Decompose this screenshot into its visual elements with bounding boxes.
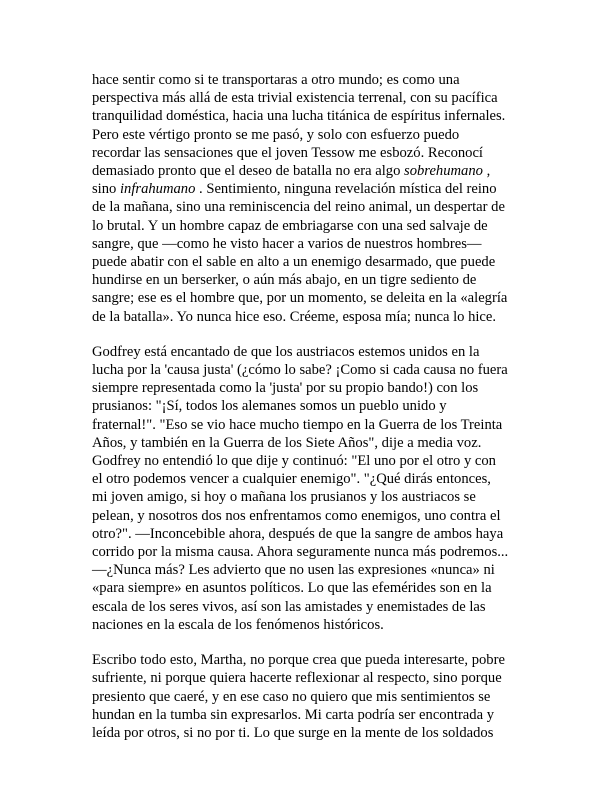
paragraph-2: [92, 343, 532, 634]
text-line: [92, 669, 532, 687]
text-segment: perspectiva más allá de esta trivial existencia terrenal, con su pacífica: [92, 90, 498, 107]
text-segment: recordar las sensaciones que el joven Tessow me esbozó. Reconocí: [92, 144, 483, 161]
text-line: [92, 180, 532, 198]
text-segment: hace sentir como si te transportaras a otro mundo; es como una: [92, 72, 460, 88]
paragraph-3: [92, 651, 532, 742]
text-segment: . Sentimiento, ninguna revelación mística del reino: [195, 181, 497, 198]
text-segment: fraternal!". "Eso se vio hace mucho tiempo en la Guerra de los Treinta: [92, 416, 503, 433]
text-segment: tranquilidad doméstica, hacia una lucha titánica de espíritus infernales.: [92, 108, 506, 125]
text-line: [92, 361, 532, 379]
text-line: [92, 271, 532, 289]
text-segment: «para siempre» en asuntos políticos. Lo que las efemérides son en la: [92, 580, 492, 597]
italic-text-segment: infrahumano: [119, 181, 196, 198]
text-segment: mi joven amigo, si hoy o mañana los prusianos y los austriacos se: [92, 489, 476, 506]
text-line: [92, 343, 532, 361]
text-line: [92, 162, 532, 180]
text-segment: leída por otros, si no por ti. Lo que surge en la mente de los soldados: [92, 724, 494, 741]
text-line: [92, 507, 532, 525]
text-line: [92, 724, 532, 742]
text-segment: demasiado pronto que el deseo de batalla no era algo: [92, 163, 405, 180]
text-segment: naciones en la escala de los fenómenos históricos.: [92, 616, 384, 633]
text-segment: lucha por la 'causa justa' (¿cómo lo sabe? ¡Como si cada causa no fuera: [92, 362, 508, 379]
text-segment: puede abatir con el sable en alto a un enemigo desarmado, que puede: [92, 254, 496, 271]
text-segment: hundirse en un berserker, o aún más abajo, en un tigre sediento de: [92, 272, 477, 289]
paragraph-1: [92, 71, 532, 326]
text-line: [92, 579, 532, 597]
text-segment: Escribo todo esto, Martha, no porque crea que pueda interesarte, pobre: [92, 652, 505, 669]
text-segment: prusianos: "¡Sí, todos los alemanes somos un pueblo unido y: [92, 398, 447, 415]
text-line: [92, 217, 532, 235]
text-segment: siempre representada como la 'justa' por su propio bando!) con los: [92, 380, 479, 397]
text-segment: sangre, que —como he visto hacer a varios de nuestros hombres—: [92, 235, 482, 252]
text-line: [92, 308, 532, 326]
text-line: [92, 126, 532, 144]
text-line: [92, 107, 532, 125]
text-segment: ,: [482, 163, 491, 180]
text-segment: sufriente, ni porque quiera hacerte reflexionar al respecto, sino porque: [92, 670, 502, 687]
text-segment: —¿Nunca más? Les advierto que no usen las expresiones «nunca» ni: [92, 562, 495, 579]
text-line: [92, 706, 532, 724]
text-line: [92, 89, 532, 107]
text-line: [92, 379, 532, 397]
text-line: [92, 71, 532, 89]
text-line: [92, 488, 532, 506]
text-line: [92, 470, 532, 488]
text-line: [92, 434, 532, 452]
text-segment: presiento que caeré, y en ese caso no quiero que mis sentimientos se: [92, 688, 491, 705]
text-line: [92, 144, 532, 162]
text-segment: Godfrey está encantado de que los austriacos estemos unidos en la: [92, 343, 480, 360]
text-segment: otro?". —Inconcebible ahora, después de que la sangre de ambos haya: [92, 525, 504, 542]
text-segment: el otro podemos vencer a cualquier enemigo". "¿Qué dirás entonces,: [92, 471, 491, 488]
text-segment: Pero este vértigo pronto se me pasó, y solo con esfuerzo puedo: [92, 126, 460, 143]
text-line: [92, 651, 532, 669]
text-line: [92, 198, 532, 216]
text-line: [92, 616, 532, 634]
text-segment: sangre; ese es el hombre que, por un momento, se deleita en la «alegría: [92, 290, 508, 307]
text-segment: de la mañana, sino una reminiscencia del reino animal, un despertar de: [92, 199, 505, 216]
text-segment: sino: [92, 181, 120, 198]
text-segment: de la batalla». Yo nunca hice eso. Créeme, esposa mía; nunca lo hice.: [92, 308, 497, 325]
text-line: [92, 416, 532, 434]
text-segment: pelean, y nosotros dos nos enfrentamos como enemigos, uno contra el: [92, 507, 501, 524]
text-segment: hundan en la tumba sin expresarlos. Mi carta podría ser encontrada y: [92, 706, 494, 723]
text-line: [92, 561, 532, 579]
text-line: [92, 253, 532, 271]
text-line: [92, 289, 532, 307]
text-line: [92, 235, 532, 253]
text-line: [92, 688, 532, 706]
text-line: [92, 452, 532, 470]
page-body: [92, 71, 532, 759]
text-line: [92, 525, 532, 543]
text-line: [92, 543, 532, 561]
text-line: [92, 397, 532, 415]
text-segment: Godfrey no entendió lo que dije y continuó: "El uno por el otro y con: [92, 453, 496, 470]
text-segment: Años, y también en la Guerra de los Siete Años", dije a media voz.: [92, 434, 482, 451]
text-segment: lo brutal. Y un hombre capaz de embriagarse con una sed salvaje de: [92, 217, 488, 234]
text-segment: escala de los seres vivos, así son las amistades y enemistades de las: [92, 598, 486, 615]
text-line: [92, 598, 532, 616]
text-segment: corrido por la misma causa. Ahora seguramente nunca más podremos...: [92, 544, 509, 561]
italic-text-segment: sobrehumano: [404, 163, 483, 180]
